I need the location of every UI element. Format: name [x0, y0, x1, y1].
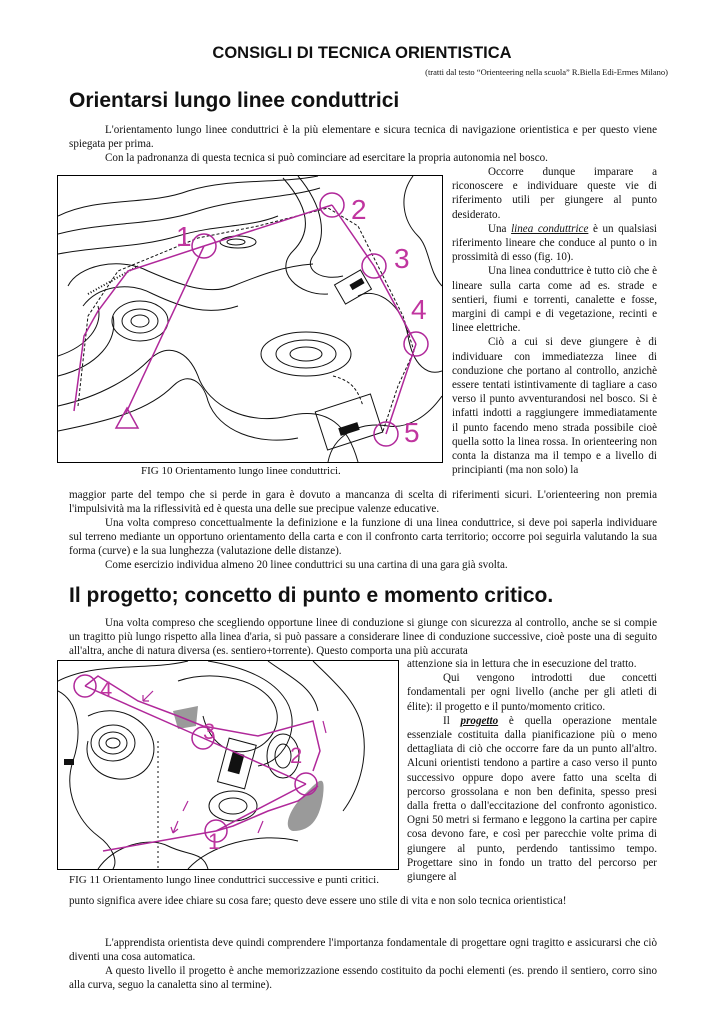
section-title-progetto: Il progetto; concetto di punto e momento critico. — [69, 584, 554, 607]
s2-paragraph-3-cont: punto significa avere idee chiare su cosa fare; questo deve essere uno stile di vita e non solo tecnica orientistica! — [69, 895, 567, 907]
fig10-label-3: 3 — [394, 243, 410, 274]
s3-paragraph-1: L'apprendista orientista deve quindi comprendere l'importanza fondamentale di progettare ogni tragitto e assicurarsi che ciò diventi una cosa automatica. — [69, 937, 657, 964]
figure-11-svg — [58, 661, 398, 869]
section-title-linee-conduttrici: Orientarsi lungo linee conduttrici — [69, 89, 400, 112]
s1-paragraph-8: Come esercizio individua almeno 20 linee conduttrici su una cartina di una gara già svolta. — [105, 559, 508, 571]
s2-p3-post: è quella operazione mentale essenziale costituita dalla pianificazione più o meno dettagliata di ciò che occorre fare da un punto all'altro. Alcuni orientisti tendono a partire a caso verso il punto successivo oppure dopo avere fatto una scelta di percorso grossolana e non ben definita, spesso presi dalla fretta o dall'eccitazione del confronto agonistico. Ogni 50 metri si fermano e leggono la cartina per capire cosa devono fare, e così per parecchie volte prima di giungere al punto, perdendo tantissimo tempo. Progettare sino in fondo un tratto del percorso per giungere al — [407, 714, 657, 884]
s1-paragraph-4 — [452, 222, 657, 265]
fig10-label-4: 4 — [411, 294, 427, 325]
fig10-label-5: 5 — [404, 417, 420, 448]
term-linea-conduttrice: linea conduttrice — [511, 222, 589, 235]
s1-paragraph-6-cont: maggior parte del tempo che si perde in gara è dovuto a mancanza di scelta di riferimenti sicuri. L'orienteering non premia l'impulsività ma la riflessività ed è questa una delle sue precipue valenze educative. — [69, 489, 657, 516]
fig11-label-1: 1 — [208, 829, 221, 854]
s2-paragraph-1-cont: attenzione sia in lettura che in esecuzione del tratto. — [407, 658, 637, 670]
s2-p3-pre: Il — [443, 714, 461, 727]
fig11-label-4: 4 — [100, 677, 113, 702]
figure-11-map — [57, 660, 399, 870]
s2-paragraph-1: Una volta compreso che scegliendo opportune linee di conduzione si giunge con sicurezza al controllo, anche se si compie un tragitto più lungo rispetto alla linea d'aria, si può passare a considerare linee di conduzione successive, cioè poste una di seguito all'altra, anche di natura diversa (es. sentiero+torrente). Questo comporta una più accurata — [69, 617, 657, 658]
page-title: CONSIGLI DI TECNICA ORIENTISTICA — [212, 44, 512, 62]
fig11-label-3: 3 — [203, 719, 216, 744]
s2-side-column — [407, 657, 657, 884]
figure-11-caption: FIG 11 Orientamento lungo linee conduttrici successive e punti critici. — [69, 874, 379, 886]
s2-paragraph-2: Qui vengono introdotti due concetti fondamentali per ogni livello (anche per gli atleti di élite): il progetto e il punto/momento critico. — [407, 672, 657, 713]
source-note: (tratti dal testo “Orienteering nella scuola” R.Biella Edi-Ermes Milano) — [425, 67, 668, 77]
figure-10-svg — [58, 176, 442, 462]
s1-p4-pre: Una — [488, 222, 512, 235]
fig10-label-1: 1 — [176, 221, 192, 252]
figure-10-caption: FIG 10 Orientamento lungo linee conduttrici. — [141, 465, 341, 477]
fig10-label-2: 2 — [351, 194, 367, 225]
s1-paragraph-5: Una linea conduttrice è tutto ciò che è lineare sulla carta come ad es. strade e sentieri, fiumi e torrenti, canalette e fosse, margini di campi e di vegetazione, recinti e linee elettriche. — [452, 265, 657, 335]
s1-paragraph-2: Con la padronanza di questa tecnica si può cominciare ad esercitare la propria autonomia nel bosco. — [105, 152, 548, 164]
s1-paragraph-6: Ciò a cui si deve giungere è di individuare con immediatezza linee di conduzione che portano al controllo, anzichè essere tentati istintivamente di tagliare a caso verso il punto avventurandosi nel bosco. Si è infatti indotti a raggiungere immediatamente il punto facendo meno strada possibile cioè quella sotto la linea rossa. In orienteering non conta la distanza ma il tempo e a livello di principianti (ma non solo) la — [452, 336, 657, 477]
s3-paragraph-2: A questo livello il progetto è anche memorizzazione essendo costituito da pochi elementi (es. prendo il sentiero, corro sino alla curva, seguo la canaletta sino al termine). — [69, 965, 657, 992]
fig11-label-2: 2 — [290, 743, 303, 768]
s1-paragraph-1: L'orientamento lungo linee conduttrici è la più elementare e sicura tecnica di navigazione orientistica e per questo viene spiegata per prima. — [69, 124, 657, 151]
s1-paragraph-7: Una volta compreso concettualmente la definizione e la funzione di una linea conduttrice, si deve poi saperla individuare sul terreno mediante un opportuno orientamento della carta e con il confronto carta territorio; occorre poi seguirla valutando la sua forma (curve) e la sua lunghezza (valutazione delle distanze). — [69, 517, 657, 558]
s1-side-column — [452, 165, 657, 477]
figure-10-map — [57, 175, 443, 463]
s1-p4-post: è un qualsiasi riferimento lineare che conduce al punto o in prossimità di esso (fig. 10). — [452, 222, 657, 264]
term-progetto: progetto — [460, 714, 499, 727]
s2-paragraph-3 — [407, 714, 657, 884]
s1-paragraph-3: Occorre dunque imparare a riconoscere e individuare queste vie di riferimento utili per giungere al punto desiderato. — [452, 166, 657, 221]
